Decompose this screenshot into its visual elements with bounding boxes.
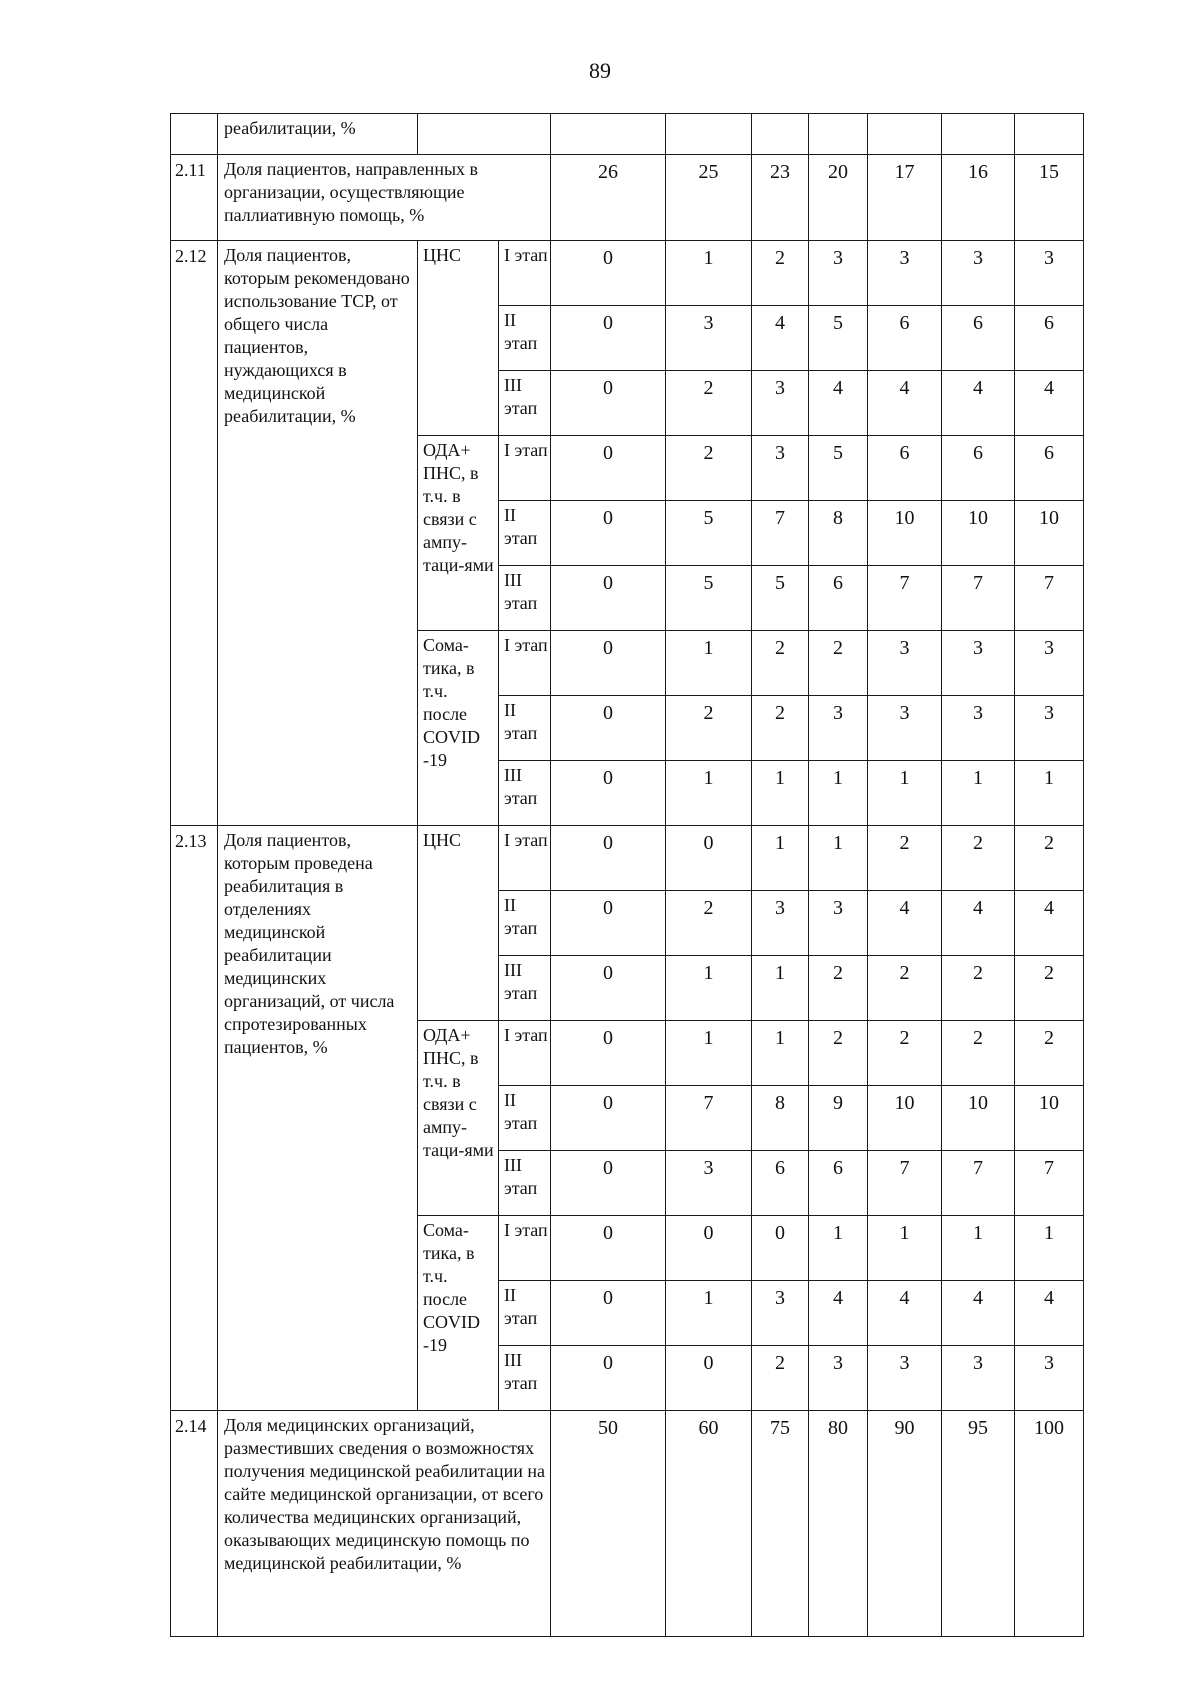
stage-cell: II этап [499, 1281, 551, 1346]
indicator-name-cell: Доля пациентов, которым проведена реабилитация в отделениях медицинской реабилитации медицинских организаций, от числа спротезированных пациентов, % [218, 826, 418, 1411]
value-cell: 7 [666, 1086, 752, 1151]
value-cell: 0 [551, 631, 666, 696]
value-cell: 3 [752, 891, 809, 956]
value-cell: 4 [1015, 1281, 1084, 1346]
value-cell: 5 [752, 566, 809, 631]
value-cell: 3 [868, 631, 942, 696]
value-cell: 3 [809, 891, 868, 956]
value-cell: 3 [752, 1281, 809, 1346]
value-cell: 15 [1015, 155, 1084, 241]
value-cell: 10 [942, 501, 1015, 566]
stage-cell: I этап [499, 1021, 551, 1086]
stage-cell: II этап [499, 1086, 551, 1151]
value-cell: 2 [752, 631, 809, 696]
value-cell: 3 [1015, 631, 1084, 696]
value-cell: 3 [1015, 241, 1084, 306]
category-cell: Сома-тика, в т.ч. после COVID -19 [418, 1216, 499, 1411]
value-cell: 0 [551, 1281, 666, 1346]
table-row [171, 1411, 1084, 1637]
value-cell: 1 [666, 1021, 752, 1086]
value-cell: 7 [868, 566, 942, 631]
value-cell: 0 [666, 1346, 752, 1411]
value-cell: 2 [666, 371, 752, 436]
indicator-name-cell: Доля пациентов, направленных в организации, осуществляющие паллиативную помощь, % [218, 155, 551, 241]
indicator-name-cell: реабилитации, % [218, 114, 418, 155]
value-cell: 4 [868, 891, 942, 956]
value-cell: 80 [809, 1411, 868, 1637]
value-cell: 3 [1015, 1346, 1084, 1411]
value-cell: 10 [868, 501, 942, 566]
table-row [171, 826, 1084, 891]
value-cell: 1 [666, 956, 752, 1021]
value-cell: 3 [809, 696, 868, 761]
value-cell: 1 [942, 1216, 1015, 1281]
value-cell: 0 [551, 826, 666, 891]
row-number-cell: 2.11 [171, 155, 218, 241]
indicator-name-cell: Доля пациентов, которым рекомендовано использование ТСР, от общего числа пациентов, нуждающихся в медицинской реабилитации, % [218, 241, 418, 826]
value-cell: 4 [1015, 371, 1084, 436]
stage-cell: II этап [499, 501, 551, 566]
value-cell: 7 [942, 1151, 1015, 1216]
value-cell: 0 [551, 1346, 666, 1411]
value-cell [752, 114, 809, 155]
category-cell: ОДА+ ПНС, в т.ч. в связи с ампу-таци-ями [418, 436, 499, 631]
value-cell: 0 [752, 1216, 809, 1281]
category-cell: ЦНС [418, 826, 499, 1021]
value-cell: 8 [752, 1086, 809, 1151]
value-cell [551, 114, 666, 155]
value-cell: 5 [809, 306, 868, 371]
value-cell: 3 [666, 306, 752, 371]
value-cell: 2 [752, 1346, 809, 1411]
value-cell: 0 [666, 826, 752, 891]
value-cell: 4 [809, 1281, 868, 1346]
indicator-table [170, 113, 1084, 1637]
value-cell: 7 [752, 501, 809, 566]
stage-cell: III этап [499, 1151, 551, 1216]
value-cell: 7 [868, 1151, 942, 1216]
value-cell: 4 [868, 371, 942, 436]
value-cell: 90 [868, 1411, 942, 1637]
value-cell: 6 [1015, 306, 1084, 371]
value-cell: 2 [942, 1021, 1015, 1086]
value-cell: 23 [752, 155, 809, 241]
category-cell: Сома-тика, в т.ч. после COVID -19 [418, 631, 499, 826]
stage-cell: I этап [499, 1216, 551, 1281]
value-cell: 3 [809, 241, 868, 306]
value-cell: 1 [942, 761, 1015, 826]
value-cell: 5 [666, 566, 752, 631]
row-number-cell [171, 114, 218, 155]
row-number-cell: 2.14 [171, 1411, 218, 1637]
value-cell: 9 [809, 1086, 868, 1151]
value-cell [868, 114, 942, 155]
value-cell: 4 [809, 371, 868, 436]
value-cell: 3 [809, 1346, 868, 1411]
value-cell: 0 [551, 436, 666, 501]
value-cell: 2 [666, 891, 752, 956]
value-cell: 20 [809, 155, 868, 241]
value-cell: 2 [942, 956, 1015, 1021]
value-cell: 17 [868, 155, 942, 241]
value-cell: 10 [1015, 1086, 1084, 1151]
value-cell: 50 [551, 1411, 666, 1637]
value-cell: 5 [809, 436, 868, 501]
value-cell: 10 [942, 1086, 1015, 1151]
value-cell: 26 [551, 155, 666, 241]
value-cell: 6 [868, 306, 942, 371]
value-cell: 2 [809, 956, 868, 1021]
value-cell: 2 [809, 1021, 868, 1086]
value-cell: 0 [551, 956, 666, 1021]
value-cell: 16 [942, 155, 1015, 241]
value-cell: 8 [809, 501, 868, 566]
value-cell: 2 [1015, 826, 1084, 891]
stage-cell: II этап [499, 306, 551, 371]
value-cell: 1 [752, 1021, 809, 1086]
value-cell: 1 [666, 241, 752, 306]
value-cell: 1 [868, 1216, 942, 1281]
value-cell: 0 [551, 501, 666, 566]
value-cell: 95 [942, 1411, 1015, 1637]
stage-cell: II этап [499, 696, 551, 761]
row-number-cell: 2.12 [171, 241, 218, 826]
value-cell: 4 [1015, 891, 1084, 956]
category-cell: ОДА+ ПНС, в т.ч. в связи с ампу-таци-ями [418, 1021, 499, 1216]
value-cell: 25 [666, 155, 752, 241]
value-cell: 1 [752, 826, 809, 891]
value-cell: 1 [1015, 761, 1084, 826]
value-cell: 2 [752, 696, 809, 761]
value-cell: 1 [809, 1216, 868, 1281]
value-cell: 7 [1015, 566, 1084, 631]
value-cell: 6 [942, 306, 1015, 371]
value-cell: 2 [1015, 956, 1084, 1021]
empty-cell [418, 114, 551, 155]
value-cell: 1 [868, 761, 942, 826]
value-cell: 3 [666, 1151, 752, 1216]
value-cell: 2 [942, 826, 1015, 891]
value-cell: 6 [809, 1151, 868, 1216]
value-cell: 2 [1015, 1021, 1084, 1086]
value-cell: 0 [551, 891, 666, 956]
value-cell: 100 [1015, 1411, 1084, 1637]
value-cell: 2 [666, 696, 752, 761]
value-cell: 3 [942, 631, 1015, 696]
value-cell: 2 [809, 631, 868, 696]
stage-cell: II этап [499, 891, 551, 956]
value-cell: 6 [752, 1151, 809, 1216]
table-row [171, 241, 1084, 306]
value-cell: 3 [942, 1346, 1015, 1411]
stage-cell: III этап [499, 371, 551, 436]
value-cell: 75 [752, 1411, 809, 1637]
stage-cell: III этап [499, 956, 551, 1021]
value-cell: 1 [666, 1281, 752, 1346]
table-row [171, 155, 1084, 241]
value-cell: 1 [752, 761, 809, 826]
value-cell: 60 [666, 1411, 752, 1637]
category-cell: ЦНС [418, 241, 499, 436]
table-row-continuation [171, 114, 1084, 155]
value-cell: 0 [551, 1151, 666, 1216]
value-cell: 0 [551, 1216, 666, 1281]
value-cell: 1 [809, 826, 868, 891]
value-cell: 0 [551, 1021, 666, 1086]
value-cell: 3 [752, 371, 809, 436]
value-cell: 2 [868, 826, 942, 891]
value-cell: 3 [1015, 696, 1084, 761]
value-cell: 3 [752, 436, 809, 501]
value-cell: 5 [666, 501, 752, 566]
stage-cell: III этап [499, 1346, 551, 1411]
value-cell [666, 114, 752, 155]
value-cell: 6 [1015, 436, 1084, 501]
value-cell [1015, 114, 1084, 155]
value-cell: 0 [551, 566, 666, 631]
value-cell: 10 [1015, 501, 1084, 566]
value-cell: 6 [809, 566, 868, 631]
value-cell: 10 [868, 1086, 942, 1151]
indicator-name-cell: Доля медицинских организаций, разместивших сведения о возможностях получения медицинской реабилитации на сайте медицинской организации, от всего количества медицинских организаций, оказывающих медицинскую помощь по медицинской реабилитации, % [218, 1411, 551, 1637]
stage-cell: I этап [499, 826, 551, 891]
value-cell: 4 [942, 891, 1015, 956]
value-cell: 4 [942, 371, 1015, 436]
value-cell: 0 [551, 306, 666, 371]
value-cell: 2 [868, 1021, 942, 1086]
stage-cell: III этап [499, 566, 551, 631]
value-cell: 7 [1015, 1151, 1084, 1216]
value-cell: 3 [942, 696, 1015, 761]
value-cell: 2 [752, 241, 809, 306]
value-cell: 6 [868, 436, 942, 501]
stage-cell: III этап [499, 761, 551, 826]
value-cell: 1 [809, 761, 868, 826]
row-number-cell: 2.13 [171, 826, 218, 1411]
value-cell: 0 [551, 696, 666, 761]
value-cell: 2 [666, 436, 752, 501]
value-cell: 3 [868, 241, 942, 306]
value-cell: 7 [942, 566, 1015, 631]
value-cell: 0 [551, 241, 666, 306]
value-cell: 4 [868, 1281, 942, 1346]
value-cell: 1 [1015, 1216, 1084, 1281]
value-cell [942, 114, 1015, 155]
value-cell: 1 [666, 631, 752, 696]
value-cell: 0 [551, 761, 666, 826]
value-cell: 2 [868, 956, 942, 1021]
value-cell: 0 [551, 371, 666, 436]
value-cell: 4 [942, 1281, 1015, 1346]
value-cell: 3 [868, 1346, 942, 1411]
value-cell: 1 [752, 956, 809, 1021]
page-number: 89 [589, 58, 611, 83]
stage-cell: I этап [499, 631, 551, 696]
value-cell: 1 [666, 761, 752, 826]
value-cell: 6 [942, 436, 1015, 501]
value-cell [809, 114, 868, 155]
value-cell: 4 [752, 306, 809, 371]
value-cell: 0 [666, 1216, 752, 1281]
stage-cell: I этап [499, 241, 551, 306]
value-cell: 0 [551, 1086, 666, 1151]
stage-cell: I этап [499, 436, 551, 501]
value-cell: 3 [942, 241, 1015, 306]
value-cell: 3 [868, 696, 942, 761]
